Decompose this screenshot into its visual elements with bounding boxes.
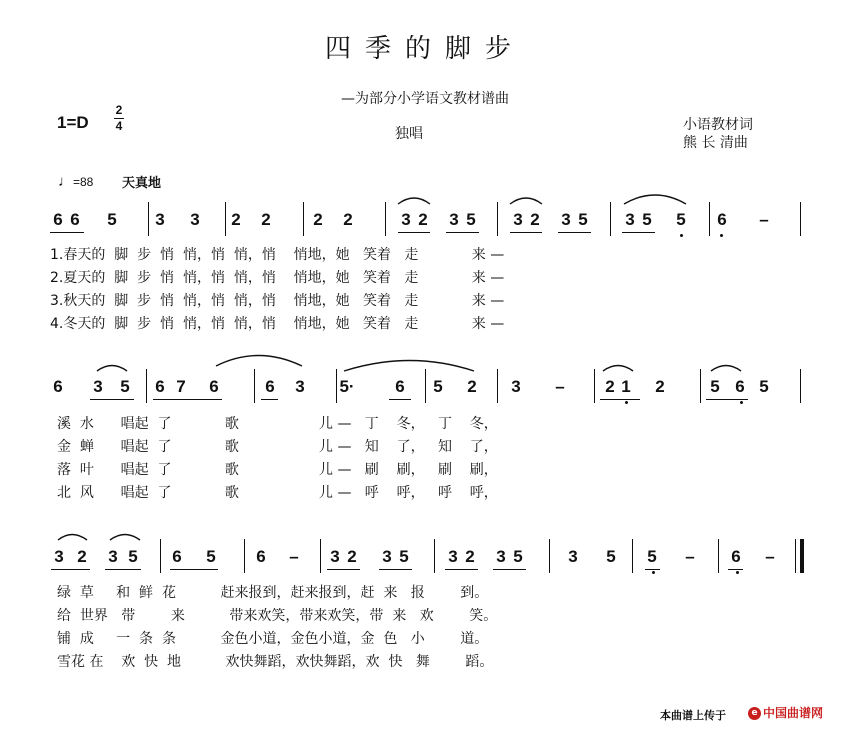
note: 1: [621, 377, 631, 396]
note: 2: [605, 377, 615, 396]
lyric-line: 给 世界 带 来 带来欢笑，带来欢笑，带 来 欢 笑。: [57, 608, 498, 624]
lyric-line: 绿 草 和 鲜 花 赶来报到，赶来报到，赶 来 报 到。: [57, 585, 489, 601]
slur: [711, 366, 741, 372]
note: 6: [265, 377, 275, 396]
note: 5: [676, 210, 686, 229]
note: 2: [231, 210, 241, 229]
note: 2: [347, 547, 357, 566]
note: 2: [418, 210, 428, 229]
lyric-line: 北 风 唱起 了 歌 儿 — 呼 呼， 呼 呼，: [57, 485, 498, 501]
note: 5: [120, 377, 130, 396]
note: 3: [295, 377, 305, 396]
note: 6: [395, 377, 405, 396]
site-name: 中国曲谱网: [763, 706, 824, 720]
note: 2: [77, 547, 87, 566]
note: 2: [313, 210, 323, 229]
note: 2: [467, 377, 477, 396]
performance-type: 独唱: [395, 126, 423, 142]
note: 5: [647, 547, 657, 566]
note: –: [289, 547, 299, 566]
note: 2: [530, 210, 540, 229]
note: 5: [128, 547, 138, 566]
note: 5: [642, 210, 652, 229]
slur: [603, 366, 633, 372]
time-signature-top: 2: [115, 103, 123, 117]
lyric-line: 2.夏天的 脚 步 悄 悄，悄 悄，悄 悄地，她 笑着 走 来 —: [50, 270, 505, 286]
note: 6: [731, 547, 741, 566]
lyric-line: 落 叶 唱起 了 歌 儿 — 刷 刷， 刷 刷，: [57, 462, 498, 478]
note: 2: [261, 210, 271, 229]
note: –: [555, 377, 565, 396]
note: 5: [399, 547, 409, 566]
note: 2: [655, 377, 665, 396]
slur: [97, 366, 127, 372]
note: 3: [511, 377, 521, 396]
song-title: 四季的脚步: [324, 34, 525, 64]
lyric-line: 3.秋天的 脚 步 悄 悄，悄 悄，悄 悄地，她 笑着 走 来 —: [50, 293, 505, 309]
site-logo: [748, 704, 823, 721]
note: 3: [401, 210, 411, 229]
note: 3: [54, 547, 64, 566]
note: 6: [70, 210, 80, 229]
key-signature: 1=D: [57, 113, 89, 132]
note: 6: [209, 377, 219, 396]
note: 5: [759, 377, 769, 396]
note: 2: [465, 547, 475, 566]
note: 5: [107, 210, 117, 229]
note: 3: [382, 547, 392, 566]
time-signature-bottom: 4: [115, 119, 123, 133]
lyric-line: 金 蝉 唱起 了 歌 儿 — 知 了， 知 了，: [57, 439, 498, 455]
lyric-line: 铺 成 一 条 条 金色小道，金色小道，金 色 小 道。: [57, 631, 489, 647]
note: 3: [449, 210, 459, 229]
slur: [216, 356, 302, 367]
slur: [58, 535, 87, 541]
note: 3: [513, 210, 523, 229]
slur: [398, 198, 430, 204]
note: 3: [155, 210, 165, 229]
tempo-value: =88: [73, 175, 94, 189]
note: 3: [93, 377, 103, 396]
song-subtitle: —为部分小学语文教材谱曲: [341, 91, 509, 107]
note: 5: [433, 377, 443, 396]
note: 5: [606, 547, 616, 566]
note: 3: [448, 547, 458, 566]
lyric-line: 雪花 在 欢 快 地 欢快舞蹈，欢快舞蹈，欢 快 舞 蹈。: [57, 654, 494, 670]
note: 3: [190, 210, 200, 229]
note: 6: [155, 377, 165, 396]
note: 6: [717, 210, 727, 229]
note: 3: [561, 210, 571, 229]
note: 5: [466, 210, 476, 229]
lyric-line: 溪 水 唱起 了 歌 儿 — 丁 冬， 丁 冬，: [57, 416, 498, 432]
note: 7: [176, 377, 186, 396]
note: 6: [53, 377, 63, 396]
composer-credit: 熊 长 清曲: [683, 135, 748, 151]
note: 5: [206, 547, 216, 566]
note: 6: [53, 210, 63, 229]
note: 2: [343, 210, 353, 229]
note: 6: [256, 547, 266, 566]
note: 5: [513, 547, 523, 566]
logo-icon: e: [748, 707, 761, 720]
note: 3: [330, 547, 340, 566]
note: 3: [108, 547, 118, 566]
quarter-note-icon: ♩: [58, 173, 73, 190]
expression-mark: 天真地: [122, 176, 162, 191]
note: 5·: [339, 377, 355, 396]
note: 5: [578, 210, 588, 229]
note: 3: [568, 547, 578, 566]
note: 6: [172, 547, 182, 566]
note: –: [685, 547, 695, 566]
slur: [344, 361, 474, 372]
note: –: [765, 547, 775, 566]
note: 3: [496, 547, 506, 566]
lyricist-credit: 小语教材词: [683, 117, 753, 133]
note: 5: [710, 377, 720, 396]
note: 3: [625, 210, 635, 229]
slur: [624, 195, 686, 204]
upload-note: 本曲谱上传于: [660, 709, 726, 722]
note: –: [759, 210, 769, 229]
slur: [110, 535, 140, 541]
lyric-line: 4.冬天的 脚 步 悄 悄，悄 悄，悄 悄地，她 笑着 走 来 —: [50, 316, 505, 332]
lyric-line: 1.春天的 脚 步 悄 悄，悄 悄，悄 悄地，她 笑着 走 来 —: [50, 247, 505, 263]
slur: [510, 198, 542, 204]
note: 6: [735, 377, 745, 396]
